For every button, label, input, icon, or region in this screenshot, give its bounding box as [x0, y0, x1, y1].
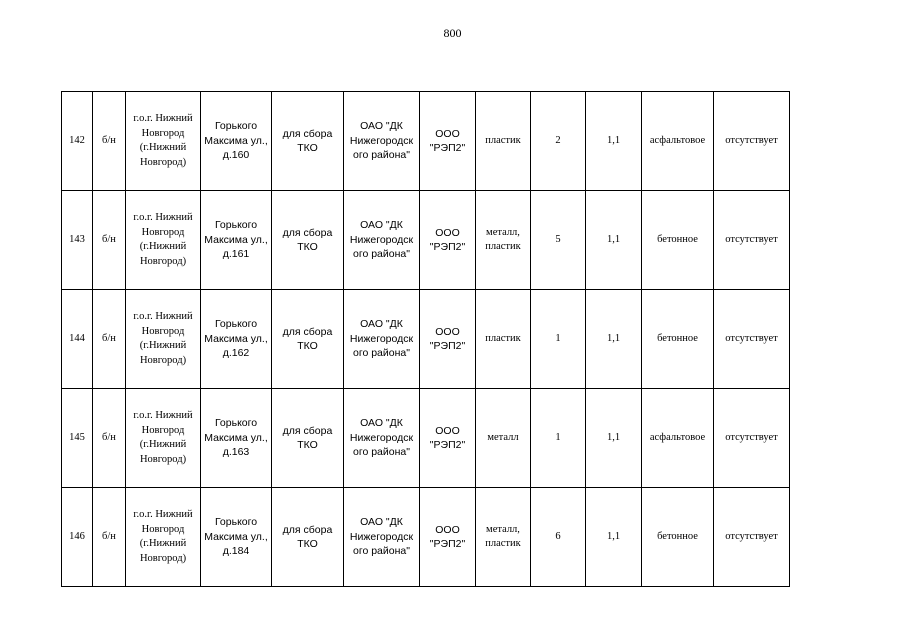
row-number-cell	[62, 389, 93, 488]
address-cell-text: Горького Максима ул., д.160	[204, 120, 268, 162]
fence-cell	[714, 290, 790, 389]
owner-cell-text: ОАО "ДК Нижегородск ого района"	[349, 417, 414, 459]
fence-cell	[714, 191, 790, 290]
operator-cell-text: ООО "РЭП2"	[429, 325, 466, 352]
container-count-cell-text: 2	[555, 134, 561, 146]
volume-cell-text: 1,1	[606, 134, 621, 146]
surface-cell	[642, 389, 714, 488]
container-count-cell	[531, 290, 586, 389]
owner-cell-text: ОАО "ДК Нижегородск ого района"	[349, 219, 414, 261]
container-count-cell	[531, 191, 586, 290]
row-number-cell-text: 144	[69, 332, 85, 344]
city-cell-text: г.о.г. Нижний Новгород (г.Нижний Новгород)	[133, 113, 193, 168]
operator-cell-text: ООО "РЭП2"	[429, 424, 466, 451]
owner-cell	[344, 191, 420, 290]
page-number: 800	[443, 26, 462, 40]
operator-cell	[420, 488, 476, 587]
address-cell	[201, 191, 272, 290]
row-number-cell	[62, 92, 93, 191]
city-cell	[126, 92, 201, 191]
letter-cell	[93, 389, 126, 488]
city-cell	[126, 389, 201, 488]
city-cell	[126, 488, 201, 587]
purpose-cell	[272, 191, 344, 290]
container-count-cell-text: 5	[555, 233, 561, 245]
city-cell-text: г.о.г. Нижний Новгород (г.Нижний Новгород)	[133, 509, 193, 564]
address-cell-text: Горького Максима ул., д.163	[204, 417, 268, 459]
purpose-cell-text: для сбора ТКО	[282, 226, 333, 253]
volume-cell-text: 1,1	[606, 332, 621, 344]
container-count-cell	[531, 92, 586, 191]
material-cell-text: пластик	[485, 134, 521, 146]
owner-cell	[344, 389, 420, 488]
city-cell-text: г.о.г. Нижний Новгород (г.Нижний Новгород)	[133, 410, 193, 465]
city-cell	[126, 290, 201, 389]
address-cell	[201, 290, 272, 389]
surface-cell-text: бетонное	[657, 332, 698, 344]
letter-cell	[93, 290, 126, 389]
volume-cell-text: 1,1	[606, 431, 621, 443]
address-cell	[201, 92, 272, 191]
registry-table	[61, 91, 790, 587]
owner-cell	[344, 92, 420, 191]
purpose-cell-text: для сбора ТКО	[282, 424, 333, 451]
row-number-cell	[62, 488, 93, 587]
row-number-cell-text: 146	[69, 530, 85, 542]
volume-cell	[586, 92, 642, 191]
container-count-cell	[531, 488, 586, 587]
operator-cell	[420, 92, 476, 191]
surface-cell	[642, 191, 714, 290]
surface-cell	[642, 290, 714, 389]
operator-cell	[420, 389, 476, 488]
city-cell-text: г.о.г. Нижний Новгород (г.Нижний Новгород)	[133, 212, 193, 267]
purpose-cell	[272, 92, 344, 191]
material-cell	[476, 488, 531, 587]
registry-table-body	[62, 92, 790, 587]
material-cell	[476, 191, 531, 290]
purpose-cell	[272, 389, 344, 488]
material-cell-text: пластик	[485, 332, 521, 344]
fence-cell	[714, 92, 790, 191]
surface-cell-text: асфальтовое	[649, 431, 706, 443]
table-row	[62, 488, 790, 587]
address-cell	[201, 488, 272, 587]
container-count-cell-text: 1	[555, 431, 561, 443]
volume-cell	[586, 488, 642, 587]
fence-cell	[714, 488, 790, 587]
owner-cell-text: ОАО "ДК Нижегородск ого района"	[349, 120, 414, 162]
table-row	[62, 290, 790, 389]
operator-cell	[420, 290, 476, 389]
letter-cell-text: б/н	[102, 530, 116, 542]
row-number-cell-text: 142	[69, 134, 85, 146]
material-cell	[476, 389, 531, 488]
fence-cell-text: отсутствует	[725, 332, 778, 344]
city-cell	[126, 191, 201, 290]
owner-cell-text: ОАО "ДК Нижегородск ого района"	[349, 516, 414, 558]
purpose-cell-text: для сбора ТКО	[282, 325, 333, 352]
operator-cell	[420, 191, 476, 290]
owner-cell	[344, 290, 420, 389]
letter-cell	[93, 92, 126, 191]
address-cell-text: Горького Максима ул., д.161	[204, 219, 268, 261]
row-number-cell-text: 143	[69, 233, 85, 245]
container-count-cell-text: 1	[555, 332, 561, 344]
address-cell	[201, 389, 272, 488]
address-cell-text: Горького Максима ул., д.162	[204, 318, 268, 360]
operator-cell-text: ООО "РЭП2"	[429, 127, 466, 154]
purpose-cell	[272, 488, 344, 587]
owner-cell	[344, 488, 420, 587]
surface-cell-text: асфальтовое	[649, 134, 706, 146]
material-cell	[476, 290, 531, 389]
row-number-cell	[62, 290, 93, 389]
letter-cell	[93, 488, 126, 587]
surface-cell	[642, 488, 714, 587]
purpose-cell-text: для сбора ТКО	[282, 127, 333, 154]
fence-cell-text: отсутствует	[725, 134, 778, 146]
table-row	[62, 389, 790, 488]
volume-cell	[586, 290, 642, 389]
operator-cell-text: ООО "РЭП2"	[429, 523, 466, 550]
material-cell-text: металл	[487, 431, 519, 443]
material-cell-text: металл, пластик	[485, 226, 521, 252]
letter-cell	[93, 191, 126, 290]
surface-cell-text: бетонное	[657, 233, 698, 245]
surface-cell-text: бетонное	[657, 530, 698, 542]
address-cell-text: Горького Максима ул., д.184	[204, 516, 268, 558]
volume-cell-text: 1,1	[606, 233, 621, 245]
letter-cell-text: б/н	[102, 332, 116, 344]
row-number-cell	[62, 191, 93, 290]
container-count-cell-text: 6	[555, 530, 561, 542]
fence-cell-text: отсутствует	[725, 431, 778, 443]
purpose-cell-text: для сбора ТКО	[282, 523, 333, 550]
container-count-cell	[531, 389, 586, 488]
row-number-cell-text: 145	[69, 431, 85, 443]
fence-cell	[714, 389, 790, 488]
letter-cell-text: б/н	[102, 134, 116, 146]
fence-cell-text: отсутствует	[725, 233, 778, 245]
letter-cell-text: б/н	[102, 431, 116, 443]
table-row	[62, 92, 790, 191]
operator-cell-text: ООО "РЭП2"	[429, 226, 466, 253]
material-cell	[476, 92, 531, 191]
volume-cell	[586, 191, 642, 290]
city-cell-text: г.о.г. Нижний Новгород (г.Нижний Новгород)	[133, 311, 193, 366]
owner-cell-text: ОАО "ДК Нижегородск ого района"	[349, 318, 414, 360]
volume-cell-text: 1,1	[606, 530, 621, 542]
material-cell-text: металл, пластик	[485, 523, 521, 549]
fence-cell-text: отсутствует	[725, 530, 778, 542]
purpose-cell	[272, 290, 344, 389]
letter-cell-text: б/н	[102, 233, 116, 245]
table-row	[62, 191, 790, 290]
volume-cell	[586, 389, 642, 488]
surface-cell	[642, 92, 714, 191]
